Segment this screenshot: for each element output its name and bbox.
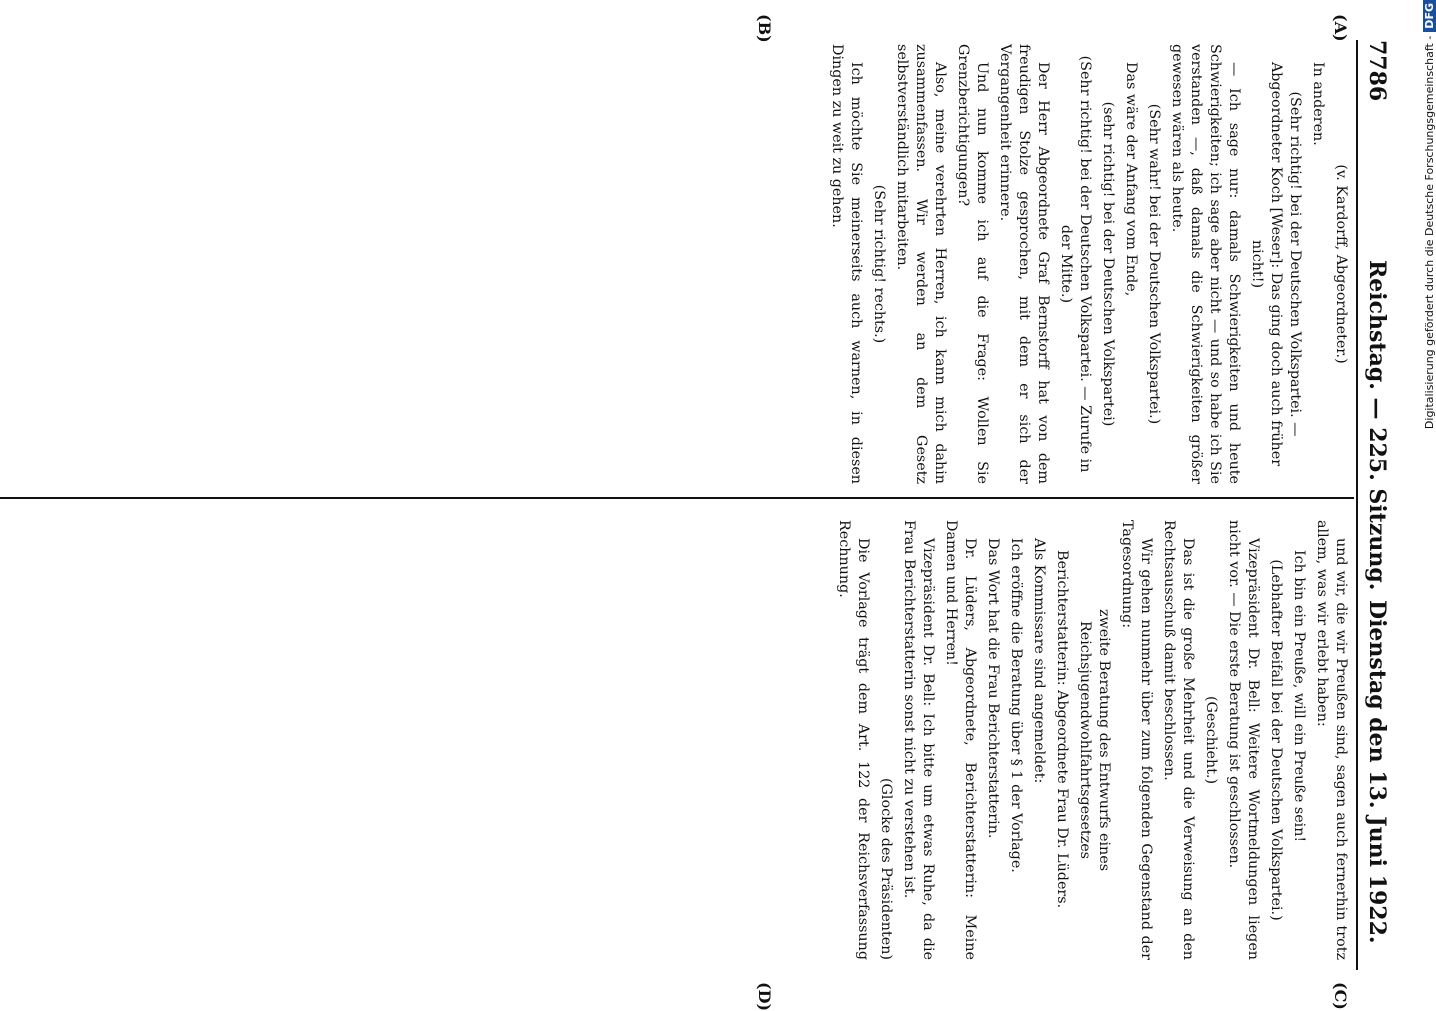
paragraph: Die Vorlage trägt dem Art. 122 der Reichsverfassung Rechnung.	[836, 520, 871, 960]
paragraph: und wir, die wir Preußen sind, sagen auch fernerhin trotz allem, was wir erlebt haben:	[1314, 520, 1349, 960]
interjection: (Geschieht.)	[1203, 695, 1219, 785]
interjection: (Sehr wahr! bei der Deutschen Volkspartei.)	[1146, 103, 1162, 425]
paragraph: In anderen.	[1310, 62, 1326, 146]
paragraph: Das Wort hat die Frau Berichterstatterin.	[985, 538, 1001, 839]
agenda-item: zweite Beratung des Entwurfs eines Reichsjugendwohlfahrtsgesetzes	[1077, 608, 1112, 872]
session-title: Reichstag. — 225. Sitzung.	[1364, 260, 1390, 591]
interjection: (Sehr richtig! rechts.)	[871, 184, 887, 344]
paragraph: — Ich sage nur: damals Schwierigkeiten und heute Schwierigkeiten; ich sage aber nicht — und so habe ich Sie verstanden —, daß damals die Schwierigkeiten größer gewesen wären als heute.	[1169, 44, 1242, 484]
paragraph: Dr. Lüders, Abgeordnete, Berichterstatterin: Meine Damen und Herren!	[943, 520, 978, 960]
interjection: (Glocke des Präsidenten)	[878, 777, 894, 960]
rapporteur: Berichterstatterin: Abgeordnete Frau Dr. Lüders.	[1054, 550, 1070, 909]
paragraph: Das wäre der Anfang vom Ende,	[1123, 62, 1139, 297]
page-number: 7786	[1364, 40, 1390, 102]
paragraph: Ich möchte Sie meinerseits auch warnen, in diesen Dingen zu weit zu gehen.	[829, 44, 864, 484]
paragraph: Vizepräsident Dr. Bell: Weitere Wortmeldungen liegen nicht vor. — Die erste Beratung ist geschlossen.	[1226, 520, 1261, 960]
interjection: (Sehr richtig! bei der Deutschen Volkspartei. — Zurufe in der Mitte.)	[1058, 55, 1093, 473]
paragraph: Der Herr Abgeordnete Graf Bernstorff hat von dem freudigen Stolze gesprochen, mit dem er sich der Vergangenheit erinnere.	[997, 44, 1051, 484]
interjection: (Lebhafter Beifall bei der Deutschen Volkspartei.)	[1268, 559, 1284, 921]
right-column	[830, 520, 1350, 960]
paragraph: Ich eröffne die Beratung über § 1 der Vorlage.	[1008, 538, 1024, 873]
margin-marker-a: (A)	[1331, 14, 1350, 42]
paragraph: Das ist die große Mehrheit und die Verweisung an den Rechtsausschuß damit beschlossen.	[1161, 520, 1196, 960]
header-rule	[1356, 40, 1358, 970]
interjection: (sehr richtig! bei der Deutschen Volkspartei)	[1100, 101, 1116, 427]
credit-text: Digitalisierung gefördert durch die Deutsche Forschungsgemeinschaft -	[1423, 35, 1436, 430]
running-header	[1356, 40, 1396, 970]
column-divider	[0, 497, 1354, 499]
paragraph: Als Kommissare sind angemeldet:	[1031, 538, 1047, 784]
margin-marker-b: (B)	[755, 14, 774, 43]
dfg-logo: DFG	[1423, 0, 1436, 32]
digitization-credit	[1423, 0, 1436, 1000]
margin-marker-d: (D)	[755, 982, 774, 1011]
paragraph: Also, meine verehrten Herren, ich kann mich dahin zusammenfassen. Wir werden an dem Gesetz selbstverständlich mitarbeiten.	[894, 44, 948, 484]
verse: Ich bin ein Preuße, will ein Preuße sein!	[1291, 550, 1307, 843]
paragraph: Vizepräsident Dr. Bell: Ich bitte um etwas Ruhe, da die Frau Berichterstatterin sonst nicht zu verstehen ist.	[901, 520, 936, 960]
left-column	[823, 44, 1350, 484]
paragraph: Wir gehen nunmehr über zum folgenden Gegenstand der Tagesordnung:	[1119, 520, 1154, 960]
margin-marker-c: (C)	[1331, 982, 1350, 1010]
interjection: (Sehr richtig! bei der Deutschen Volkspartei. — Abgeordneter Koch [Weser]: Das ging doch auch früher nicht!)	[1249, 61, 1303, 467]
speaker-line: (v. Kardorff, Abgeordneter.)	[1333, 164, 1349, 364]
paragraph: Und nun komme ich auf die Frage: Wollen Sie Grenzberichtigungen?	[955, 44, 990, 484]
session-date: Dienstag den 13. Juni 1922.	[1364, 600, 1390, 944]
